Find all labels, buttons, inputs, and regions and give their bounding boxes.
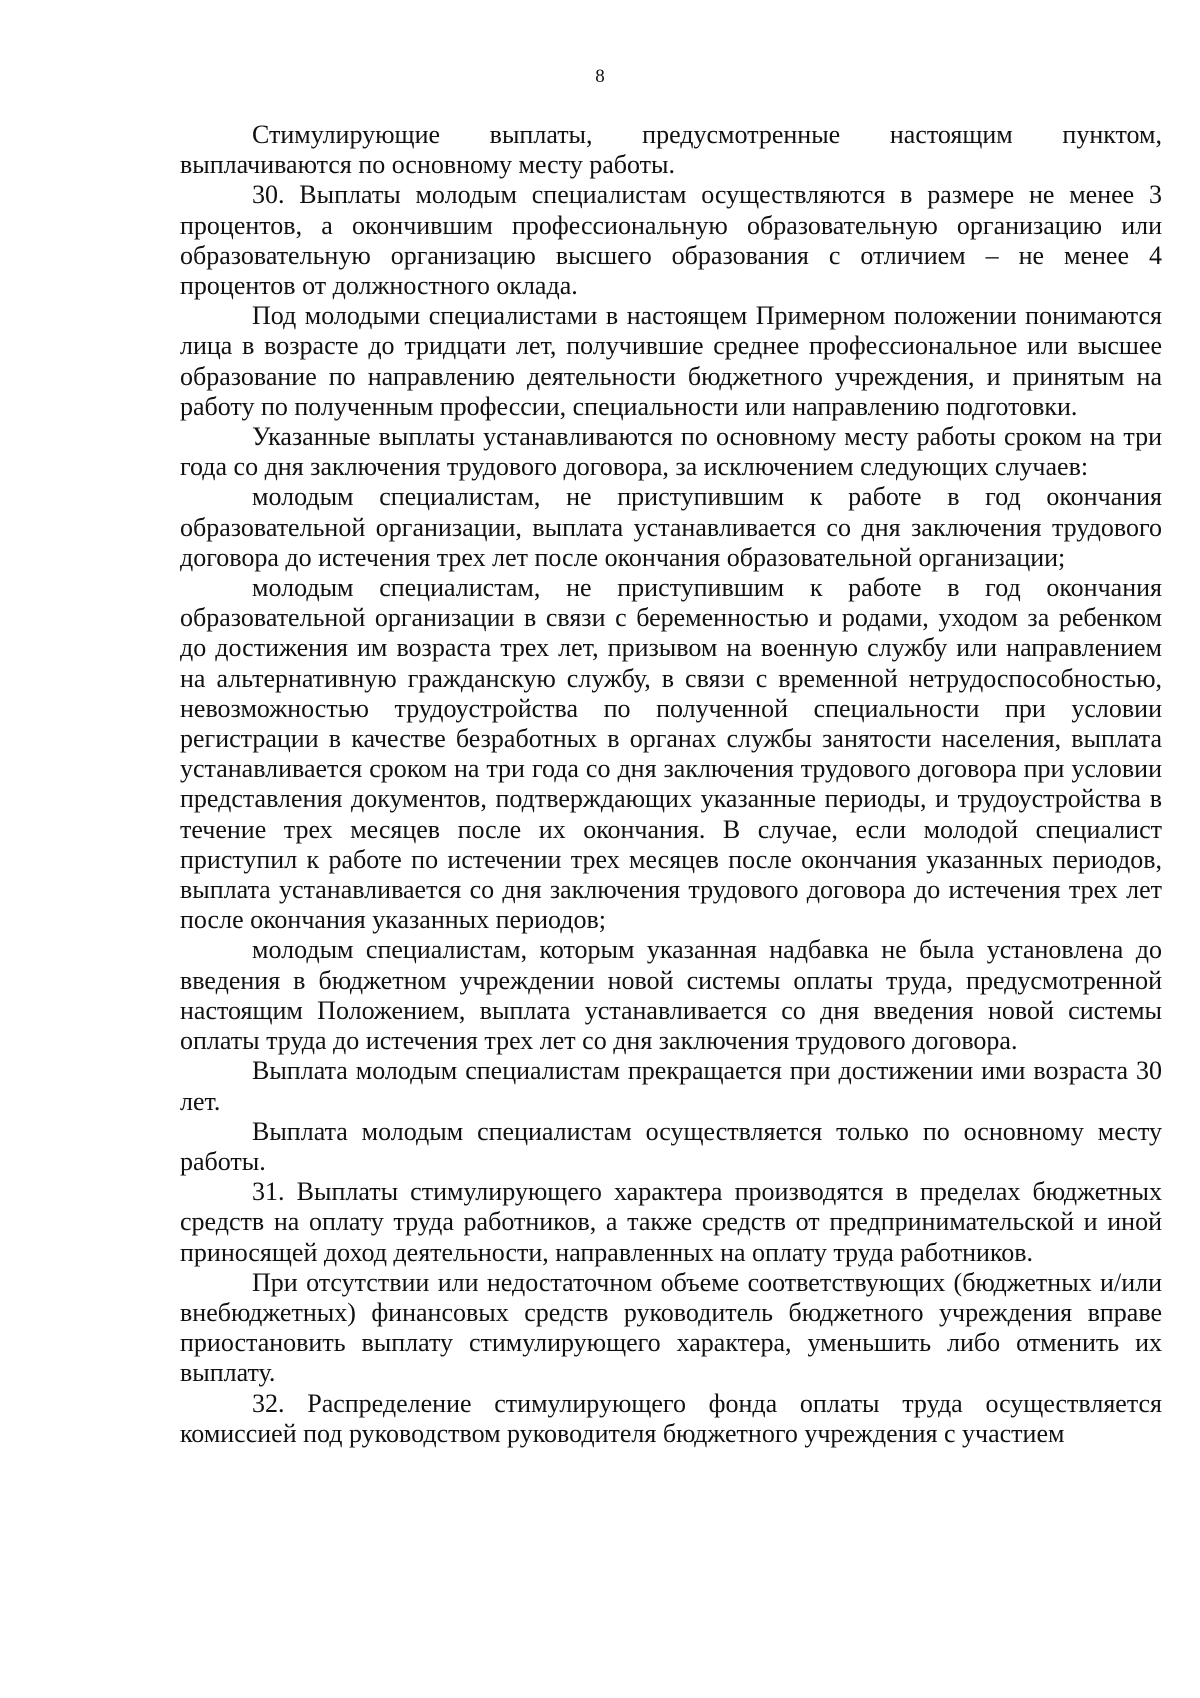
document-body: [180, 120, 1162, 1449]
paragraph-payment-term: Указанные выплаты устанавливаются по основному месту работы сроком на три года со дня заключения трудового договора, за исключением следующих случаев:: [180, 422, 1162, 482]
paragraph-item-32: 32. Распределение стимулирующего фонда оплаты труда осуществляется комиссией под руководством руководителя бюджетного учреждения с участием: [180, 1388, 1162, 1448]
paragraph-item-30: 30. Выплаты молодым специалистам осуществляются в размере не менее 3 процентов, а окончившим профессиональную образовательную организацию или образовательную организацию высшего образования с отличием – не менее 4 процентов от должностного оклада.: [180, 180, 1162, 301]
paragraph-payment-termination: Выплата молодым специалистам прекращается при достижении ими возраста 30 лет.: [180, 1056, 1162, 1116]
page-number: 8: [595, 66, 605, 87]
paragraph-main-workplace: Выплата молодым специалистам осуществляется только по основному месту работы.: [180, 1116, 1162, 1176]
paragraph-item-31: 31. Выплаты стимулирующего характера производятся в пределах бюджетных средств на оплату труда работников, а также средств от предпринимательской и иной приносящей доход деятельности, направленных на оплату труда работников.: [180, 1177, 1162, 1267]
paragraph-stimulating-payments: Стимулирующие выплаты, предусмотренные настоящим пунктом, выплачиваются по основному месту работы.: [180, 120, 1162, 180]
paragraph-insufficient-funds: При отсутствии или недостаточном объеме соответствующих (бюджетных и/или внебюджетных) финансовых средств руководитель бюджетного учреждения вправе приостановить выплату стимулирующего характера, уменьшить либо отменить их выплату.: [180, 1267, 1162, 1388]
paragraph-case-not-started: молодым специалистам, не приступившим к работе в год окончания образовательной организации, выплата устанавливается со дня заключения трудового договора до истечения трех лет после окончания образовательной организации;: [180, 482, 1162, 572]
paragraph-case-new-pay-system: молодым специалистам, которым указанная надбавка не была установлена до введения в бюджетном учреждении новой системы оплаты труда, предусмотренной настоящим Положением, выплата устанавливается со дня введения новой системы оплаты труда до истечения трех лет со дня заключения трудового договора.: [180, 935, 1162, 1056]
paragraph-case-special-reasons: молодым специалистам, не приступившим к работе в год окончания образовательной организации в связи с беременностью и родами, уходом за ребенком до достижения им возраста трех лет, призывом на военную службу или направлением на альтернативную гражданскую службу, в связи с временной нетрудоспособностью, невозможностью трудоустройства по полученной специальности при условии регистрации в качестве безработных в органах службы занятости населения, выплата устанавливается сроком на три года со дня заключения трудового договора при условии представления документов, подтверждающих указанные периоды, и трудоустройства в течение трех месяцев после их окончания. В случае, если молодой специалист приступил к работе по истечении трех месяцев после окончания указанных периодов, выплата устанавливается со дня заключения трудового договора до истечения трех лет после окончания указанных периодов;: [180, 573, 1162, 935]
paragraph-young-specialists-definition: Под молодыми специалистами в настоящем Примерном положении понимаются лица в возрасте до тридцати лет, получившие среднее профессиональное или высшее образование по направлению деятельности бюджетного учреждения, и принятым на работу по полученным профессии, специальности или направлению подготовки.: [180, 301, 1162, 421]
